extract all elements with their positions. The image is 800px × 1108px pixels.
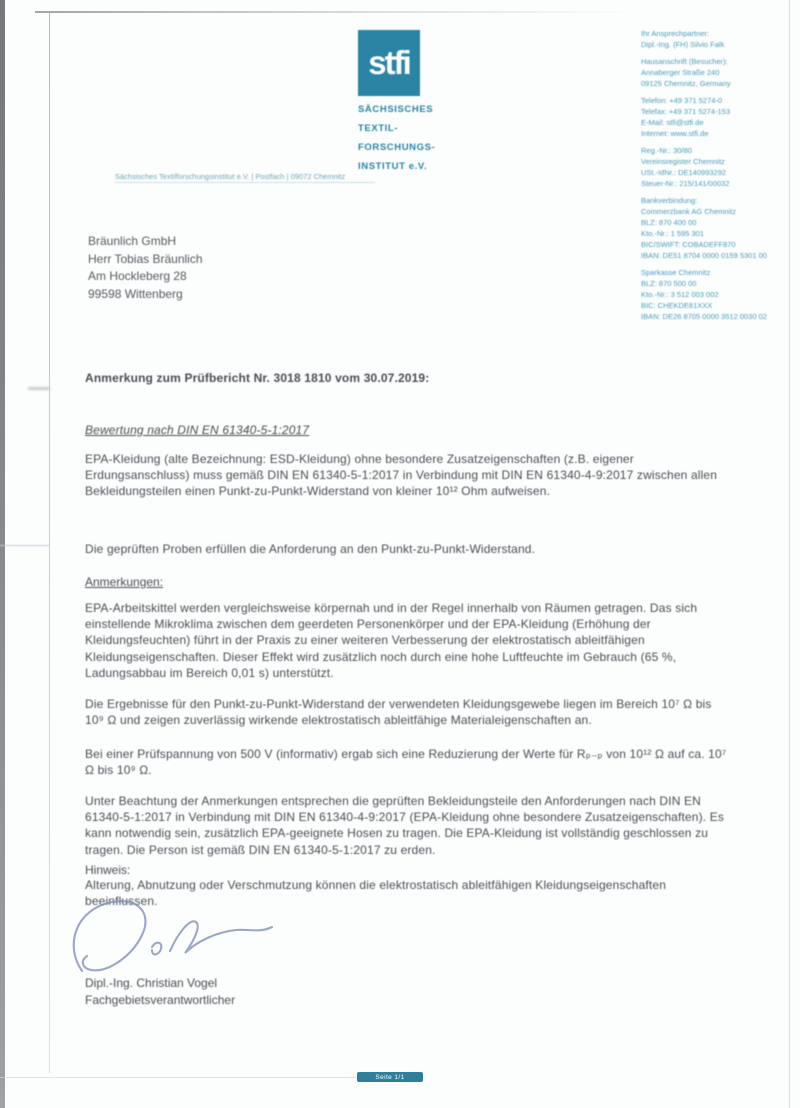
contact-line: Kto.-Nr.: 1 595 301 [641, 229, 704, 238]
letterhead-contact-column [641, 28, 793, 328]
page-left-edge [49, 11, 50, 1073]
letter-subject: Anmerkung zum Prüfbericht Nr. 3018 1810 vom 30.07.2019: [85, 371, 430, 385]
contact-line: Kto.-Nr.: 3 512 003 002 [641, 290, 719, 299]
annotations-heading: Anmerkungen: [85, 575, 164, 589]
scan-bottom-line [0, 1077, 356, 1078]
contact-group-bank-1 [641, 195, 793, 261]
contact-line: Commerzbank AG Chemnitz [641, 207, 737, 216]
fold-mark [28, 387, 50, 390]
contact-line: Telefax: +49 371 5274-153 [641, 107, 731, 116]
contact-line: IBAN: DE26 8705 0000 3512 0030 02 [641, 312, 767, 321]
stfi-org-name [358, 100, 468, 176]
contact-line: Annaberger Straße 240 [641, 68, 720, 77]
fold-line [0, 545, 50, 546]
hint-text: Alterung, Abnutzung oder Verschmutzung können die elektrostatisch ableitfähigen Kleidungseigenschaften beeinflussen. [85, 878, 667, 909]
recipient-line: Bräunlich GmbH [88, 234, 177, 248]
recipient-address [88, 233, 203, 303]
paragraph-requirement: EPA-Kleidung (alte Bezeichnung: ESD-Kleidung) ohne besondere Zusatzeigenschaften (z.B. eigener Erdungsanschluss) muss gemäß DIN EN 61340-5-1:2017 in Verbindung mit DIN EN 61340-4-9:2017 zwischen allen Bekleidungsteilen einen Punkt-zu-Punkt-Widerstand von kleiner 10¹² Ohm aufweisen. [85, 452, 718, 499]
hint-label: Hinweis: [85, 863, 131, 877]
contact-group-address [641, 56, 793, 89]
page-top-edge [35, 11, 635, 13]
contact-line: Steuer-Nr.: 215/141/00032 [641, 179, 730, 188]
contact-line: IBAN: DE51 8704 0000 0159 5301 00 [641, 251, 767, 260]
contact-line: 09125 Chemnitz, Germany [641, 79, 731, 88]
paragraph-conclusion: Unter Beachtung der Anmerkungen entsprechen die geprüften Bekleidungsteile den Anforderungen nach DIN EN 61340-5-1:2017 in Verbindung mit DIN EN 61340-4-9:2017 (EPA-Kleidung ohne besondere Zusatzeigenschaften). Es kann notwendig sein, zusätzlich EPA-geeignete Hosen zu tragen. Die EPA-Kleidung ist vollständig geschlossen zu tragen. Die Person ist gemäß DIN EN 61340-5-1:2017 zu erden. [85, 794, 725, 857]
stfi-logo [358, 30, 420, 96]
paragraph-annotation-3: Bei einer Prüfspannung von 500 V (informativ) ergab sich eine Reduzierung der Werte für Rₚ₋ₚ von 10¹² Ω auf ca. 10⁷ Ω bis 10⁹ Ω. [85, 747, 727, 778]
org-line: TEXTIL- [358, 123, 399, 134]
contact-line: USt.-IdNr.: DE140993292 [641, 168, 727, 177]
stfi-logo-mark: stfi [368, 44, 410, 81]
paragraph-annotation-1: EPA-Arbeitskittel werden vergleichsweise körpernah und in der Regel innerhalb von Räumen getragen. Das sich einstellende Mikroklima zwischen dem geerdeten Personenkörper und der EPA-Kleidung (Erhöhung der Kleidungsfeuchten) führt in der Praxis zu einer weiteren Verbesserung der elektrostatisch ableitfähigen Kleidungseigenschaften. Dieser Effekt wird zusätzlich noch durch eine hohe Luftfeuchte im Gebrauch (65 %, Ladungsabbau im Bereich 0,01 s) unterstützt. [85, 601, 698, 680]
contact-line: Internet: www.stfi.de [641, 129, 709, 138]
contact-line: BIC: CHEKDE81XXX [641, 301, 713, 310]
signature-image [60, 893, 300, 981]
paragraph-result: Die geprüften Proben erfüllen die Anforderung an den Punkt-zu-Punkt-Widerstand. [85, 542, 536, 556]
contact-line: BIC/SWIFT: COBADEFF870 [641, 240, 736, 249]
evaluation-heading: Bewertung nach DIN EN 61340-5-1:2017 [85, 423, 310, 437]
signer-name: Dipl.-Ing. Christian Vogel [85, 976, 218, 990]
contact-group-bank-2 [641, 267, 793, 322]
contact-line: Vereinsregister Chemnitz [641, 157, 725, 166]
org-line: FORSCHUNGS- [358, 142, 436, 153]
scan-edge-artifact [0, 0, 5, 1108]
contact-line: Ihr Ansprechpartner: [641, 29, 709, 38]
contact-line: Reg.-Nr.: 30/80 [641, 146, 692, 155]
contact-line: Dipl.-Ing. (FH) Silvio Falk [641, 40, 725, 49]
contact-line: BLZ: 870 400 00 [641, 218, 697, 227]
page-indicator: Seite 1/1 [357, 1072, 423, 1082]
signer-role: Fachgebietsverantwortlicher [85, 993, 236, 1007]
contact-group-phone [641, 95, 793, 139]
contact-line: Bankverbindung: [641, 196, 698, 205]
org-line: INSTITUT e.V. [358, 161, 428, 172]
sender-return-address: Sächsisches Textilforschungsinstitut e.V. | Postfach | 09072 Chemnitz [115, 172, 375, 183]
contact-line: E-Mail: stfi@stfi.de [641, 118, 704, 127]
contact-group-person [641, 28, 793, 50]
contact-group-registry [641, 145, 793, 189]
org-line: SÄCHSISCHES [358, 104, 434, 115]
contact-line: Telefon: +49 371 5274-0 [641, 96, 723, 105]
recipient-line: Am Hockleberg 28 [88, 269, 187, 283]
contact-line: Sparkasse Chemnitz [641, 268, 711, 277]
recipient-line: 99598 Wittenberg [88, 286, 183, 301]
contact-line: BLZ: 870 500 00 [641, 279, 697, 288]
paragraph-annotation-2: Die Ergebnisse für den Punkt-zu-Punkt-Widerstand der verwendeten Kleidungsgewebe liegen im Bereich 10⁷ Ω bis 10⁹ Ω und zeigen zuverlässig wirkende elektrostatisch ableitfähige Materialeigenschaften an. [85, 697, 712, 728]
recipient-line: Herr Tobias Bräunlich [88, 251, 203, 266]
contact-line: Hausanschrift (Besucher): [641, 57, 728, 66]
